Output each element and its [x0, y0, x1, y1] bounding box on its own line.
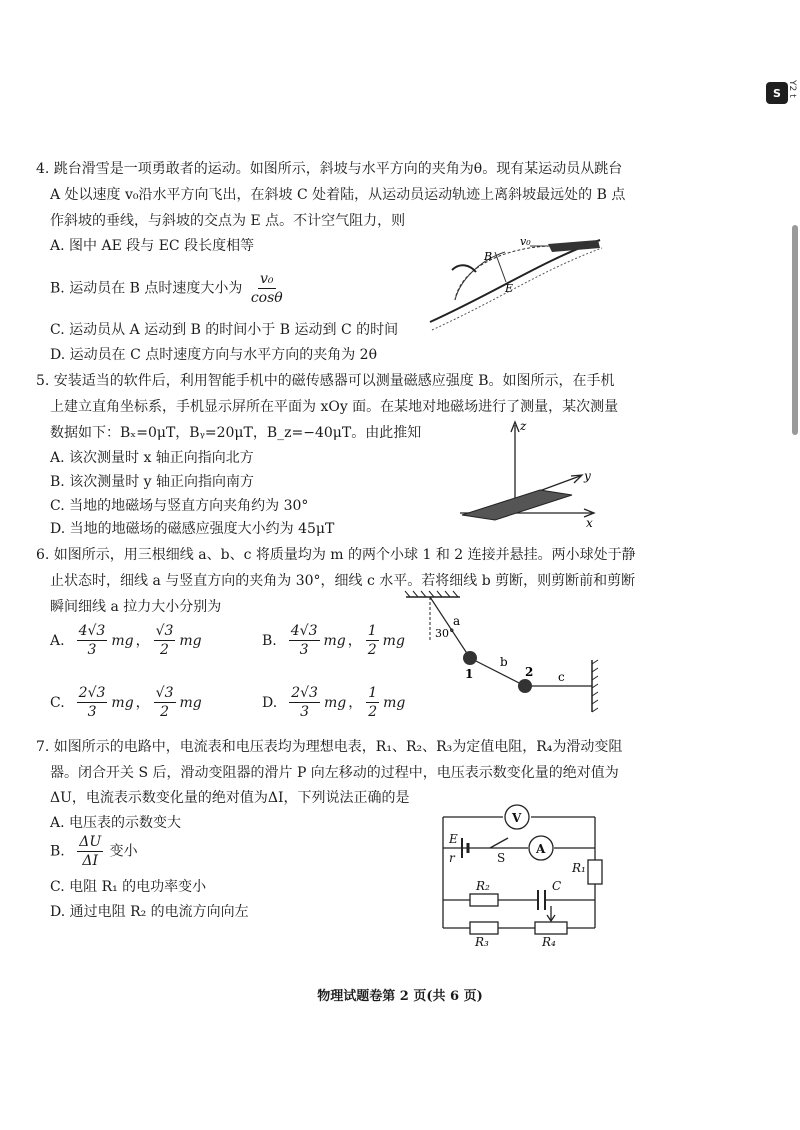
q4-option-d[interactable]: D. 运动员在 C 点时速度方向与水平方向的夹角为 2θ: [50, 347, 378, 363]
q6-string-b: [470, 658, 525, 686]
q6-b-sep: ，: [347, 632, 362, 649]
q7-option-a[interactable]: A. 电压表的示数变大: [50, 815, 182, 831]
q6-option-c[interactable]: [50, 684, 202, 721]
q6-balls-figure: [405, 591, 598, 712]
q6-c-num2: √3: [155, 685, 174, 701]
q5-line-1: 5. 安装适当的软件后，利用智能手机中的磁传感器可以测量磁感应强度 B。如图所示，在手机: [36, 373, 615, 389]
q6-b-num1: 4√3: [290, 623, 318, 639]
q7-resistor-r1: [588, 860, 602, 884]
q6-a-mg2: mg: [179, 632, 202, 649]
q7-option-b[interactable]: [50, 833, 138, 870]
q4-perpendicular: [495, 252, 506, 282]
q6-a-den2: 2: [160, 642, 169, 658]
q4-line-2: A 处以速度 v₀沿水平方向飞出，在斜坡 C 处着陆，从运动员运动轨迹上离斜坡最远处的 B 点: [50, 187, 626, 203]
q6-ball-1: [463, 651, 477, 665]
q6-line-3: 瞬间细线 a 拉力大小分别为: [50, 599, 222, 615]
q6-label-1: 1: [465, 667, 474, 681]
q6-wall-hatch: [592, 660, 598, 712]
q7-option-c[interactable]: C. 电阻 R₁ 的电功率变小: [50, 879, 207, 895]
q6-label-b: b: [500, 655, 508, 669]
q6-d-mg1: mg: [323, 694, 347, 711]
q5-line-3: 数据如下：Bₓ=0μT，Bᵧ=20μT，B_z=−40μT。由此推知: [50, 425, 422, 441]
q4-option-b-denominator: cosθ: [250, 290, 283, 306]
q6-a-sep: ，: [135, 632, 150, 649]
q4-label-E: E: [505, 282, 514, 295]
q4-option-b-numerator: v₀: [260, 271, 274, 287]
q6-option-d[interactable]: [262, 684, 405, 721]
q6-b-num2: 1: [367, 623, 377, 639]
q7-label-R3: R₃: [475, 935, 489, 949]
q7-label-r: r: [449, 851, 455, 865]
q6-option-b-label: B.: [262, 632, 277, 649]
q6-b-mg2: mg: [382, 632, 405, 649]
q4-slope: [430, 240, 600, 322]
q5-option-a[interactable]: A. 该次测量时 x 轴正向指向北方: [50, 450, 254, 466]
q7-option-b-label: B.: [50, 843, 65, 860]
q6-c-mg2: mg: [179, 694, 202, 711]
q6-d-den1: 3: [300, 704, 310, 720]
q6-d-num2: 1: [368, 685, 378, 701]
q6-d-den2: 2: [368, 704, 378, 720]
q7-resistor-r2: [470, 894, 498, 906]
q7-switch: [490, 838, 508, 848]
q6-c-den1: 3: [87, 704, 97, 720]
q5-line-2: 上建立直角坐标系，手机显示屏所在平面为 xOy 面。在某地对地磁场进行了测量，某次测量: [50, 399, 619, 415]
q7-line-2: 器。闭合开关 S 后，滑动变阻器的滑片 P 向左移动的过程中，电压表示数变化量的绝对值为: [50, 765, 619, 781]
q4-slope-hatch: [432, 248, 602, 330]
q6-c-mg1: mg: [111, 694, 134, 711]
q5-option-b[interactable]: B. 该次测量时 y 轴正向指向南方: [50, 474, 254, 490]
q7-line-3: ΔU，电流表示数变化量的绝对值为ΔI，下列说法正确的是: [50, 790, 410, 806]
q7-label-E: E: [449, 832, 458, 846]
q6-a-num1: 4√3: [78, 623, 106, 639]
q7-label-S: S: [497, 851, 506, 865]
q6-option-a[interactable]: [50, 622, 202, 659]
q6-label-angle: 30°: [435, 627, 455, 640]
q5-axes-figure: [460, 419, 594, 530]
q5-option-c[interactable]: C. 当地的地磁场与竖直方向夹角约为 30°: [50, 498, 309, 514]
q7-label-R2: R₂: [476, 879, 490, 893]
q5-phone: [462, 490, 572, 520]
q6-label-2: 2: [525, 665, 534, 679]
q6-label-c: c: [558, 670, 565, 684]
q7-option-b-denominator: ΔI: [82, 853, 98, 869]
page-footer: 物理试题卷第 2 页(共 6 页): [317, 989, 483, 1004]
q6-option-c-label: C.: [50, 694, 65, 711]
side-badge: S: [766, 82, 788, 104]
q7-label-C: C: [552, 879, 562, 893]
q6-a-mg1: mg: [111, 632, 134, 649]
q6-b-den2: 2: [367, 642, 377, 658]
q6-ceiling-hatch: [405, 591, 458, 597]
q6-d-sep: ，: [348, 694, 363, 711]
q4-label-v0: v₀: [520, 235, 531, 248]
q6-option-d-label: D.: [262, 694, 278, 711]
q6-line-1: 6. 如图所示，用三根细线 a、b、c 将质量均为 m 的两个小球 1 和 2 连接并悬挂。两小球处于静: [36, 547, 636, 563]
q6-c-den2: 2: [160, 704, 170, 720]
q7-label-V: V: [512, 811, 522, 825]
q6-b-den1: 3: [299, 642, 309, 658]
q5-label-z: z: [520, 419, 527, 433]
q4-option-a[interactable]: A. 图中 AE 段与 EC 段长度相等: [50, 238, 255, 254]
q6-option-a-label: A.: [50, 632, 65, 649]
q6-ball-2: [518, 679, 532, 693]
q5-label-x: x: [586, 516, 593, 530]
q6-a-num2: √3: [155, 623, 174, 639]
q6-d-num1: 2√3: [291, 685, 318, 701]
q4-option-b-prefix: B. 运动员在 B 点时速度大小为: [50, 280, 243, 297]
q7-option-d[interactable]: D. 通过电阻 R₂ 的电流方向向左: [50, 904, 249, 920]
q4-label-B: B: [484, 250, 493, 263]
side-text: Y2 t: [787, 80, 797, 98]
q7-label-R4: R₄: [542, 935, 556, 949]
q6-c-num1: 2√3: [78, 685, 106, 701]
q6-d-mg2: mg: [383, 694, 406, 711]
q4-option-c[interactable]: C. 运动员从 A 运动到 B 的时间小于 B 运动到 C 的时间: [50, 322, 399, 338]
q4-line-3: 作斜坡的垂线，与斜坡的交点为 E 点。不计空气阻力，则: [50, 213, 406, 229]
q7-resistor-r3: [470, 922, 498, 934]
q6-option-b[interactable]: [262, 622, 405, 659]
q4-ski-figure: [430, 235, 602, 330]
q7-option-b-numerator: ΔU: [79, 834, 102, 850]
q7-label-R1: R₁: [572, 861, 586, 875]
q5-label-y: y: [584, 469, 591, 483]
q6-b-mg1: mg: [323, 632, 346, 649]
q7-line-1: 7. 如图所示的电路中，电流表和电压表均为理想电表，R₁、R₂、R₃为定值电阻，R₄为滑动变阻: [36, 739, 623, 755]
q7-resistor-r4: [535, 922, 567, 934]
q7-option-b-suffix: 变小: [109, 843, 138, 860]
q5-option-d[interactable]: D. 当地的地磁场的磁感应强度大小约为 45μT: [50, 521, 335, 537]
q6-c-sep: ，: [135, 694, 150, 711]
q7-option-b-fraction: [77, 833, 103, 870]
q6-line-2: 止状态时，细线 a 与竖直方向的夹角为 30°，细线 c 水平。若将细线 b 剪断，则剪断前和剪断: [50, 573, 636, 589]
q6-label-a: a: [453, 614, 461, 628]
q6-a-den1: 3: [87, 642, 97, 658]
q7-label-A: A: [536, 842, 546, 856]
q4-line-1: 4. 跳台滑雪是一项勇敢者的运动。如图所示，斜坡与水平方向的夹角为θ。现有某运动员从跳台: [36, 161, 623, 177]
